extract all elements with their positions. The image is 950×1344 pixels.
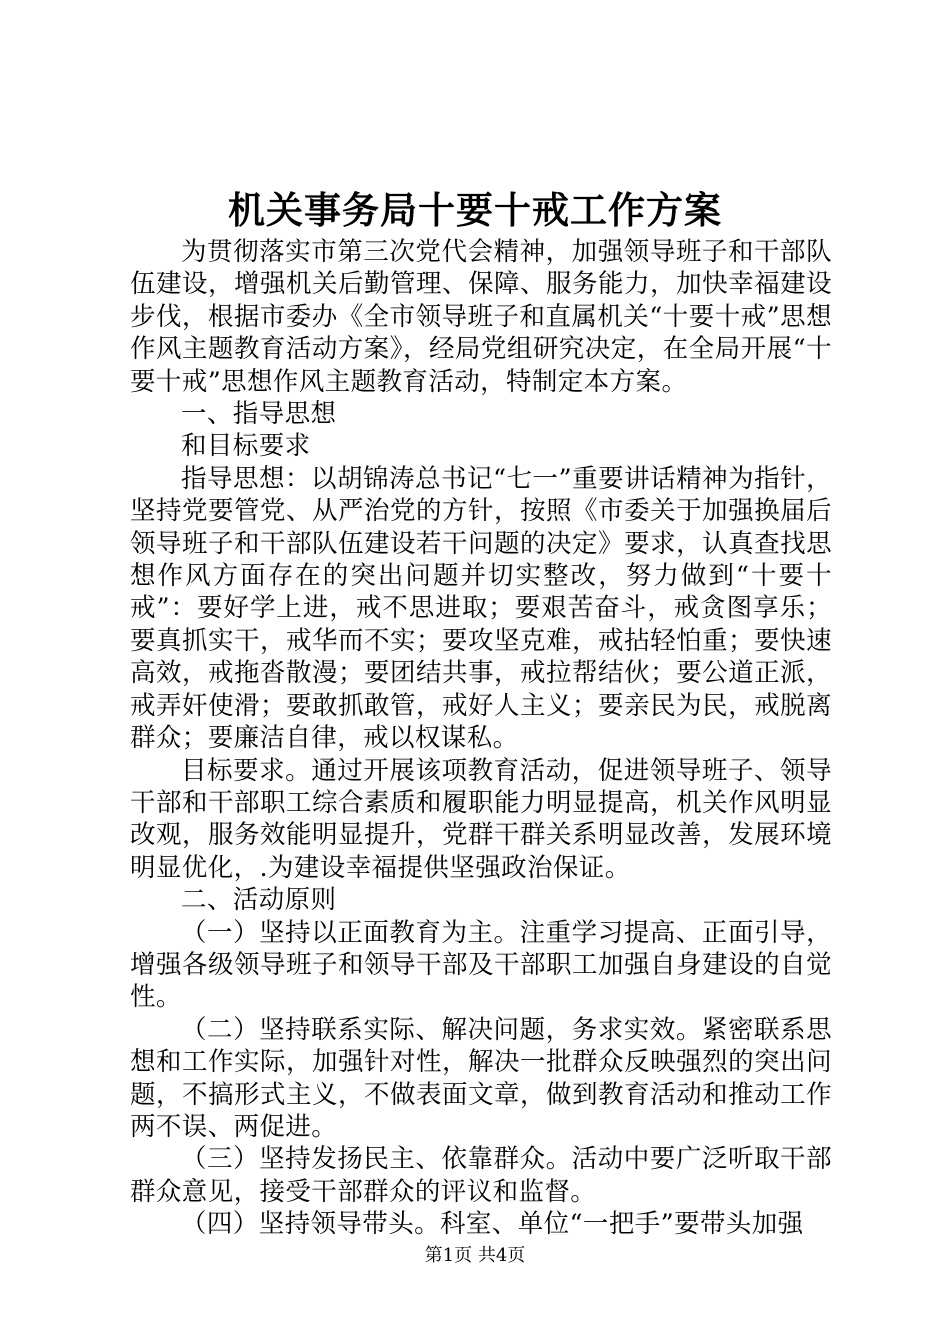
paragraph-intro: 为贯彻落实市第三次党代会精神，加强领导班子和干部队伍建设，增强机关后勤管理、保障、服务能力，加快幸福建设步伐，根据市委办《全市领导班子和直属机关“十要十戒”思想作风主题教育活动方案》，经局党组研究决定，在全局开展“十要十戒”思想作风主题教育活动，特制定本方案。 xyxy=(130,237,832,397)
document-body xyxy=(130,236,832,1241)
document-title: 机关事务局十要十戒工作方案 xyxy=(228,188,722,232)
section-heading-goal-requirements: 和目标要求 xyxy=(181,431,311,462)
paragraph-principle-2: （二）坚持联系实际、解决问题，务求实效。紧密联系思想和工作实际，加强针对性，解决一批群众反映强烈的突出问题，不搞形式主义，不做表面文章，做到教育活动和推动工作两不误、两促进。 xyxy=(130,1014,832,1142)
paragraph-goal-requirements: 目标要求。通过开展该项教育活动，促进领导班子、领导干部和干部职工综合素质和履职能力明显提高，机关作风明显改观，服务效能明显提升，党群干群关系明显改善，发展环境明显优化，.为建设幸福提供坚强政治保证。 xyxy=(130,755,832,883)
paragraph-guiding-thought: 指导思想：以胡锦涛总书记“七一”重要讲话精神为指针，坚持党要管党、从严治党的方针，按照《市委关于加强换届后领导班子和干部队伍建设若干问题的决定》要求，认真查找思想作风方面存在的突出问题并切实整改，努力做到“十要十戒”：要好学上进，戒不思进取；要艰苦奋斗，戒贪图享乐；要真抓实干，戒华而不实；要攻坚克难，戒拈轻怕重；要快速高效，戒拖沓散漫；要团结共事，戒拉帮结伙；要公道正派，戒弄奸使滑；要敢抓敢管，戒好人主义；要亲民为民，戒脱离群众；要廉洁自律，戒以权谋私。 xyxy=(130,463,832,754)
paragraph-principle-1: （一）坚持以正面教育为主。注重学习提高、正面引导，增强各级领导班子和领导干部及干部职工加强自身建设的自觉性。 xyxy=(130,917,832,1013)
paragraph-principle-4: （四）坚持领导带头。科室、单位“一把手”要带头加强 xyxy=(181,1209,804,1240)
page-indicator: 第1页 共4页 xyxy=(424,1245,526,1266)
section-heading-principles: 二、活动原则 xyxy=(181,885,337,916)
section-heading-guiding-thought: 一、指导思想 xyxy=(181,399,337,430)
paragraph-principle-3: （三）坚持发扬民主、依靠群众。活动中要广泛听取干部群众意见，接受干部群众的评议和监督。 xyxy=(130,1144,832,1207)
